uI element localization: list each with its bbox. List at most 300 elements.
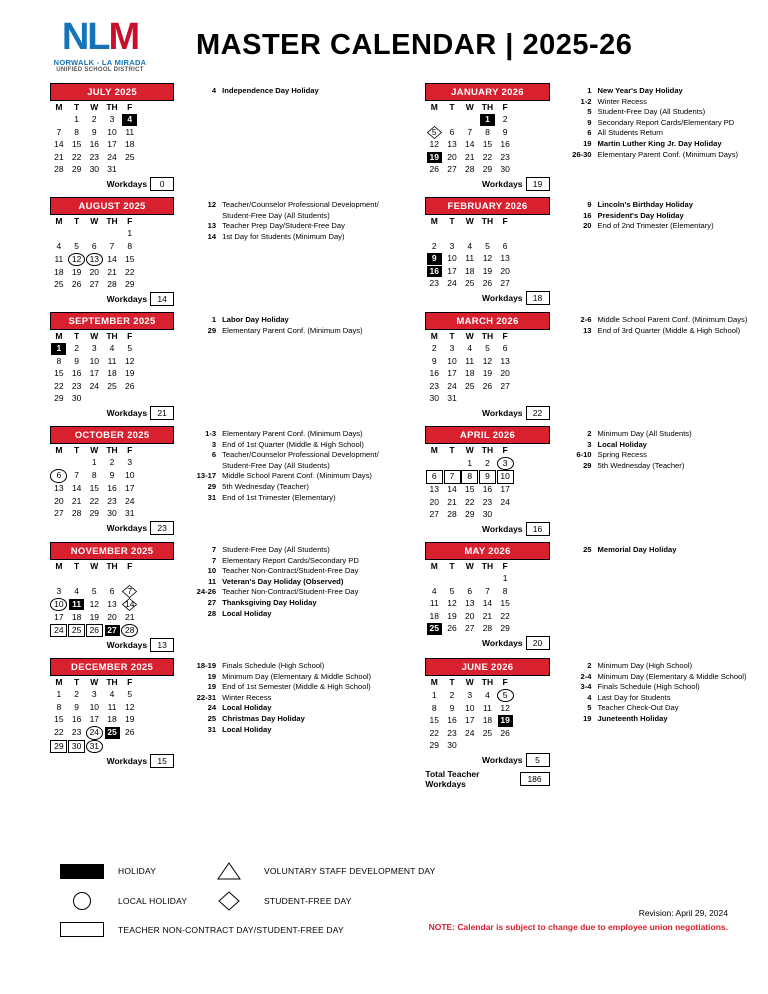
disclaimer-note: NOTE: Calendar is subject to change due to employee union negotiations. bbox=[428, 922, 728, 932]
day-cell: 10 bbox=[89, 355, 100, 366]
workdays-value: 18 bbox=[526, 291, 550, 305]
day-cell: 7 bbox=[56, 126, 62, 137]
note-text: Teacher Check-Out Day bbox=[597, 703, 679, 713]
note-item bbox=[184, 661, 397, 672]
note-item bbox=[184, 200, 397, 211]
day-cell: 5 bbox=[485, 343, 490, 353]
day-cell: 14 bbox=[54, 139, 64, 149]
day-cell: 27 bbox=[54, 508, 64, 518]
note-item bbox=[184, 545, 397, 556]
day-cell: 9 bbox=[91, 126, 97, 137]
day-cell: 23 bbox=[429, 380, 440, 391]
note-text: Spring Recess bbox=[597, 450, 647, 460]
note-text: End of 1st Semester (Middle & High School) bbox=[222, 682, 371, 692]
workdays-label: Workdays bbox=[482, 293, 523, 303]
note-text: Local Holiday bbox=[222, 724, 272, 734]
note-item bbox=[560, 128, 768, 139]
day-cell: 25 bbox=[107, 380, 117, 391]
day-non-contract: 26 bbox=[86, 624, 103, 638]
note-text: 5th Wednesday (Teacher) bbox=[597, 460, 685, 470]
workdays-row bbox=[50, 754, 174, 768]
note-item bbox=[184, 482, 397, 493]
week-row bbox=[50, 469, 174, 483]
day-cell: 15 bbox=[54, 368, 64, 378]
week-row bbox=[50, 726, 174, 740]
note-date: 20 bbox=[583, 221, 592, 231]
day-cell: 8 bbox=[56, 355, 62, 366]
day-cell: 19 bbox=[482, 265, 493, 276]
note-text: Teacher Non-Contract/Student-Free Day bbox=[222, 587, 359, 597]
day-cell: 27 bbox=[500, 278, 510, 288]
weekday-header: T bbox=[449, 677, 455, 687]
day-cell: 23 bbox=[429, 278, 440, 288]
note-item bbox=[184, 440, 397, 451]
day-holiday: 1 bbox=[480, 114, 495, 126]
note-item bbox=[560, 714, 768, 725]
day-student-free: 7 bbox=[122, 585, 137, 597]
weekday-header: F bbox=[502, 331, 508, 341]
note-text: End of 1st Trimester (Elementary) bbox=[222, 492, 336, 502]
day-cell: 21 bbox=[464, 151, 475, 162]
week-row bbox=[50, 114, 174, 127]
day-cell: 30 bbox=[429, 393, 440, 403]
note-item bbox=[184, 598, 397, 609]
week-row bbox=[50, 495, 174, 508]
day-cell: 10 bbox=[447, 355, 457, 366]
day-cell: 23 bbox=[71, 727, 82, 737]
day-cell: 1 bbox=[502, 573, 508, 583]
day-cell: 8 bbox=[127, 240, 133, 251]
day-non-contract: 8 bbox=[461, 470, 478, 484]
weekday-header: W bbox=[465, 331, 474, 341]
note-date: 29 bbox=[583, 460, 592, 470]
day-local-holiday: 10 bbox=[50, 598, 67, 612]
total-workdays-value: 186 bbox=[520, 772, 550, 786]
day-cell: 17 bbox=[54, 611, 64, 622]
day-cell: 11 bbox=[54, 253, 64, 264]
day-cell: 10 bbox=[107, 126, 117, 137]
weekday-header: M bbox=[430, 331, 438, 341]
weekday-header: TH bbox=[106, 445, 118, 455]
day-cell: 17 bbox=[447, 265, 457, 276]
week-row bbox=[50, 151, 174, 164]
day-cell: 9 bbox=[74, 701, 79, 712]
week-row bbox=[50, 740, 174, 754]
weekday-header: W bbox=[90, 445, 99, 455]
note-item bbox=[560, 211, 768, 222]
day-cell: 27 bbox=[447, 164, 457, 174]
note-date: 2-6 bbox=[580, 315, 592, 324]
week-row bbox=[425, 151, 549, 164]
day-cell: 25 bbox=[482, 727, 493, 738]
day-cell: 11 bbox=[429, 598, 439, 608]
note-item bbox=[184, 682, 397, 693]
note-item bbox=[184, 577, 397, 588]
day-cell: 21 bbox=[54, 151, 64, 162]
day-cell: 13 bbox=[464, 598, 475, 608]
month-notes bbox=[550, 658, 768, 789]
workdays-label: Workdays bbox=[106, 179, 148, 189]
day-cell: 22 bbox=[89, 495, 100, 506]
note-text: Minimum Day (Elementary & Middle School) bbox=[222, 671, 372, 681]
day-cell: 24 bbox=[107, 151, 117, 162]
weekday-header: TH bbox=[481, 677, 494, 687]
weekday-header: T bbox=[449, 445, 455, 455]
day-cell: 2 bbox=[431, 343, 437, 353]
note-item bbox=[560, 450, 768, 461]
week-row bbox=[425, 253, 549, 266]
note-item bbox=[184, 326, 397, 337]
day-cell: 22 bbox=[482, 151, 493, 162]
week-row bbox=[425, 598, 549, 611]
day-cell: 24 bbox=[447, 278, 457, 288]
note-text: Student-Free Day (All Students) bbox=[222, 545, 330, 554]
week-row bbox=[50, 279, 174, 292]
note-text: Martin Luther King Jr. Day Holiday bbox=[597, 138, 722, 148]
week-row bbox=[425, 573, 549, 586]
week-row bbox=[50, 380, 174, 393]
note-text: Local Holiday bbox=[222, 703, 272, 713]
note-date: 2 bbox=[587, 429, 592, 438]
day-cell: 19 bbox=[482, 368, 493, 378]
weekday-header: M bbox=[55, 216, 63, 226]
week-row bbox=[425, 228, 549, 241]
weekday-header: TH bbox=[481, 102, 494, 112]
note-text: President's Day Holiday bbox=[597, 210, 684, 220]
day-cell: 7 bbox=[485, 585, 490, 596]
month-block bbox=[50, 658, 174, 789]
day-cell: 23 bbox=[500, 151, 510, 162]
day-cell: 16 bbox=[429, 368, 440, 378]
note-text: Thanksgiving Day Holiday bbox=[222, 597, 317, 607]
revision-date: Revision: April 29, 2024 bbox=[638, 908, 728, 918]
note-date: 7 bbox=[211, 555, 217, 565]
note-text: Lincoln's Birthday Holiday bbox=[597, 200, 694, 209]
page-header bbox=[0, 0, 768, 79]
note-date: 9 bbox=[587, 117, 592, 127]
day-cell: 26 bbox=[125, 380, 135, 391]
calendar-row bbox=[0, 197, 768, 306]
day-cell: 9 bbox=[502, 126, 508, 137]
day-non-contract: 6 bbox=[426, 470, 443, 484]
note-item bbox=[560, 661, 768, 672]
page-title: MASTER CALENDAR | 2025-26 bbox=[196, 29, 633, 61]
week-row bbox=[425, 457, 549, 471]
week-row bbox=[425, 484, 549, 497]
day-cell: 12 bbox=[500, 702, 510, 713]
month-notes bbox=[550, 312, 768, 420]
day-cell: 6 bbox=[91, 240, 97, 251]
workdays-label: Workdays bbox=[482, 524, 523, 534]
day-holiday: 25 bbox=[105, 727, 120, 739]
note-date: 5 bbox=[587, 703, 592, 713]
workdays-row bbox=[50, 521, 174, 535]
day-non-contract: 24 bbox=[50, 624, 67, 638]
day-cell: 13 bbox=[500, 253, 510, 263]
note-item bbox=[560, 315, 768, 326]
month-block bbox=[425, 197, 549, 306]
note-item bbox=[184, 566, 397, 577]
weekday-header: T bbox=[449, 561, 455, 571]
weekday-header: TH bbox=[481, 216, 494, 226]
day-non-contract: 9 bbox=[479, 470, 496, 484]
month-notes bbox=[550, 542, 768, 652]
day-local-holiday: 5 bbox=[497, 689, 514, 703]
weekday-header: M bbox=[430, 677, 438, 687]
note-text: Minimum Day (All Students) bbox=[597, 429, 692, 438]
workdays-value: 20 bbox=[526, 636, 550, 650]
day-cell: 5 bbox=[449, 585, 455, 596]
weekday-header: M bbox=[55, 331, 63, 341]
day-cell: 3 bbox=[109, 114, 115, 124]
workdays-value: 23 bbox=[150, 521, 174, 535]
day-local-holiday: 28 bbox=[121, 624, 138, 638]
day-cell: 21 bbox=[482, 610, 493, 621]
day-local-holiday: 3 bbox=[497, 457, 514, 471]
day-cell: 11 bbox=[465, 355, 475, 366]
week-row bbox=[425, 715, 549, 728]
note-date: 4 bbox=[211, 86, 217, 95]
holiday-swatch-icon bbox=[60, 864, 104, 879]
note-date: 12 bbox=[207, 200, 217, 209]
day-cell: 21 bbox=[71, 495, 82, 506]
day-cell: 30 bbox=[89, 164, 100, 174]
weekday-header: TH bbox=[481, 561, 494, 571]
day-cell: 22 bbox=[54, 380, 64, 391]
day-cell: 19 bbox=[89, 611, 100, 622]
note-date: 4 bbox=[587, 692, 592, 702]
legend-item-non-contract bbox=[60, 922, 360, 937]
weekday-header: M bbox=[55, 102, 63, 112]
logo-district-sub: UNIFIED SCHOOL DISTRICT bbox=[56, 67, 144, 73]
note-date: 19 bbox=[583, 138, 592, 148]
day-cell: 20 bbox=[464, 610, 475, 621]
month-notes bbox=[174, 426, 397, 536]
note-item bbox=[184, 232, 397, 243]
note-text: Student-Free Day (All Students) bbox=[597, 107, 706, 117]
note-item bbox=[560, 682, 768, 693]
workdays-label: Workdays bbox=[482, 408, 523, 418]
day-cell: 23 bbox=[71, 380, 82, 391]
note-date: 1-3 bbox=[205, 429, 217, 438]
month-title: FEBRUARY 2026 bbox=[425, 197, 549, 215]
note-item bbox=[560, 118, 768, 129]
day-cell: 30 bbox=[447, 740, 457, 750]
month-title: AUGUST 2025 bbox=[50, 197, 174, 215]
weekday-header: TH bbox=[106, 102, 118, 112]
day-cell: 14 bbox=[447, 484, 457, 494]
day-cell: 23 bbox=[447, 727, 457, 738]
note-item bbox=[184, 221, 397, 232]
day-cell: 18 bbox=[429, 610, 440, 621]
day-cell: 5 bbox=[485, 240, 490, 251]
week-row bbox=[50, 240, 174, 253]
week-row bbox=[50, 701, 174, 714]
day-cell: 12 bbox=[482, 355, 493, 366]
week-row bbox=[50, 139, 174, 152]
note-text: Finals Schedule (High School) bbox=[597, 682, 700, 692]
note-text: Minimum Day (High School) bbox=[597, 661, 693, 670]
month-title: DECEMBER 2025 bbox=[50, 658, 174, 676]
week-row bbox=[50, 611, 174, 624]
day-cell: 10 bbox=[464, 702, 475, 713]
day-cell: 27 bbox=[89, 279, 100, 289]
day-cell: 5 bbox=[91, 585, 97, 596]
note-item bbox=[184, 429, 397, 440]
weekday-header: M bbox=[55, 677, 63, 687]
note-date: 2-4 bbox=[580, 671, 592, 681]
weekday-header: W bbox=[90, 677, 99, 687]
legend-item-student-free bbox=[208, 891, 508, 911]
note-date: 11 bbox=[208, 576, 217, 586]
day-holiday: 4 bbox=[122, 114, 137, 126]
day-cell: 25 bbox=[464, 380, 475, 391]
note-item bbox=[184, 461, 397, 472]
day-cell: 3 bbox=[467, 689, 473, 700]
week-row bbox=[425, 114, 549, 127]
note-date: 6 bbox=[587, 128, 592, 138]
note-date: 1 bbox=[211, 315, 217, 324]
day-cell: 10 bbox=[89, 701, 100, 712]
month-notes bbox=[174, 542, 397, 652]
workdays-label: Workdays bbox=[106, 523, 148, 533]
week-row bbox=[425, 393, 549, 406]
month-title: SEPTEMBER 2025 bbox=[50, 312, 174, 330]
day-cell: 5 bbox=[74, 240, 79, 251]
week-row bbox=[425, 740, 549, 753]
day-cell: 31 bbox=[125, 508, 135, 518]
month-table bbox=[425, 215, 549, 290]
weekday-header: T bbox=[73, 445, 80, 455]
day-cell: 24 bbox=[89, 380, 100, 391]
diamond-swatch-icon bbox=[208, 891, 250, 911]
day-cell: 29 bbox=[125, 279, 135, 289]
calendar-row bbox=[0, 542, 768, 652]
month-block bbox=[425, 658, 549, 789]
day-holiday: 27 bbox=[105, 625, 120, 637]
note-date: 13 bbox=[207, 221, 217, 231]
day-cell: 27 bbox=[429, 509, 440, 519]
day-cell: 28 bbox=[447, 509, 457, 519]
workdays-label: Workdays bbox=[106, 294, 148, 304]
day-cell: 24 bbox=[447, 380, 457, 391]
day-cell: 2 bbox=[74, 689, 79, 699]
month-notes bbox=[174, 197, 397, 306]
month-table bbox=[425, 676, 549, 752]
day-cell: 26 bbox=[500, 727, 510, 738]
workdays-row bbox=[50, 406, 174, 420]
day-cell: 30 bbox=[71, 393, 82, 403]
note-text: Winter Recess bbox=[597, 96, 647, 106]
day-cell: 15 bbox=[429, 715, 440, 725]
week-row bbox=[425, 139, 549, 152]
day-cell: 28 bbox=[107, 279, 117, 289]
workdays-row bbox=[425, 177, 549, 191]
legend-item-local-holiday bbox=[60, 892, 208, 910]
week-row bbox=[425, 585, 549, 598]
note-text: End of 2nd Trimester (Elementary) bbox=[597, 221, 714, 231]
day-cell: 4 bbox=[467, 343, 473, 353]
month-notes bbox=[174, 83, 397, 191]
day-cell: 24 bbox=[500, 496, 510, 507]
day-cell: 13 bbox=[447, 139, 457, 149]
day-cell: 9 bbox=[431, 355, 437, 366]
note-item bbox=[560, 200, 768, 211]
note-date: 6 bbox=[211, 450, 217, 460]
weekday-header: T bbox=[449, 331, 455, 341]
day-cell: 18 bbox=[464, 368, 475, 378]
month-title: MAY 2026 bbox=[425, 542, 549, 560]
day-cell: 19 bbox=[447, 610, 457, 621]
weekday-header: F bbox=[127, 677, 133, 687]
note-date: 28 bbox=[207, 608, 217, 618]
weekday-header: T bbox=[73, 677, 80, 687]
week-row bbox=[425, 343, 549, 356]
day-cell: 2 bbox=[502, 114, 508, 124]
month-title: JULY 2025 bbox=[50, 83, 174, 101]
weekday-header: F bbox=[502, 561, 508, 571]
note-text: Teacher Prep Day/Student-Free Day bbox=[222, 221, 345, 231]
district-logo bbox=[44, 18, 156, 73]
note-text: Secondary Report Cards/Elementary PD bbox=[597, 117, 735, 127]
week-row bbox=[425, 689, 549, 703]
day-cell: 11 bbox=[107, 701, 117, 712]
week-row bbox=[425, 727, 549, 740]
day-cell: 29 bbox=[482, 164, 493, 174]
weekday-header: W bbox=[465, 445, 474, 455]
week-row bbox=[425, 702, 549, 715]
calendar-row bbox=[0, 658, 768, 789]
note-item bbox=[184, 672, 397, 683]
note-date: 1-2 bbox=[580, 96, 592, 106]
weekday-header: TH bbox=[106, 561, 118, 571]
day-cell: 11 bbox=[125, 126, 135, 137]
note-item bbox=[560, 150, 768, 161]
workdays-value: 14 bbox=[150, 292, 174, 306]
day-cell: 14 bbox=[482, 598, 493, 608]
month-notes bbox=[550, 83, 768, 191]
day-cell: 8 bbox=[56, 701, 62, 712]
day-cell: 6 bbox=[467, 585, 473, 596]
day-cell: 30 bbox=[500, 164, 510, 174]
note-item bbox=[184, 211, 397, 222]
day-cell: 27 bbox=[500, 380, 510, 391]
day-cell: 3 bbox=[91, 689, 97, 699]
workdays-label: Workdays bbox=[482, 755, 523, 765]
week-row bbox=[425, 278, 549, 291]
day-non-contract: 30 bbox=[68, 740, 85, 754]
day-cell: 11 bbox=[483, 702, 492, 713]
note-date: 2 bbox=[587, 661, 592, 670]
day-holiday: 19 bbox=[427, 152, 442, 164]
month-table bbox=[425, 101, 549, 176]
day-cell: 26 bbox=[482, 380, 493, 391]
note-item bbox=[560, 139, 768, 150]
note-text: Middle School Parent Conf. (Minimum Days) bbox=[222, 471, 372, 481]
note-text: Middle School Parent Conf. (Minimum Days) bbox=[597, 315, 748, 324]
note-item bbox=[184, 450, 397, 461]
day-cell: 14 bbox=[464, 139, 475, 149]
week-row bbox=[425, 509, 549, 522]
note-text: Veteran's Day Holiday (Observed) bbox=[222, 576, 344, 586]
week-row bbox=[50, 573, 174, 586]
note-text: Elementary Report Cards/Secondary PD bbox=[222, 555, 359, 565]
workdays-value: 21 bbox=[150, 406, 174, 420]
note-date bbox=[184, 211, 222, 222]
day-cell: 9 bbox=[74, 355, 79, 366]
note-text: New Year's Day Holiday bbox=[597, 86, 683, 95]
day-cell: 18 bbox=[54, 266, 64, 277]
